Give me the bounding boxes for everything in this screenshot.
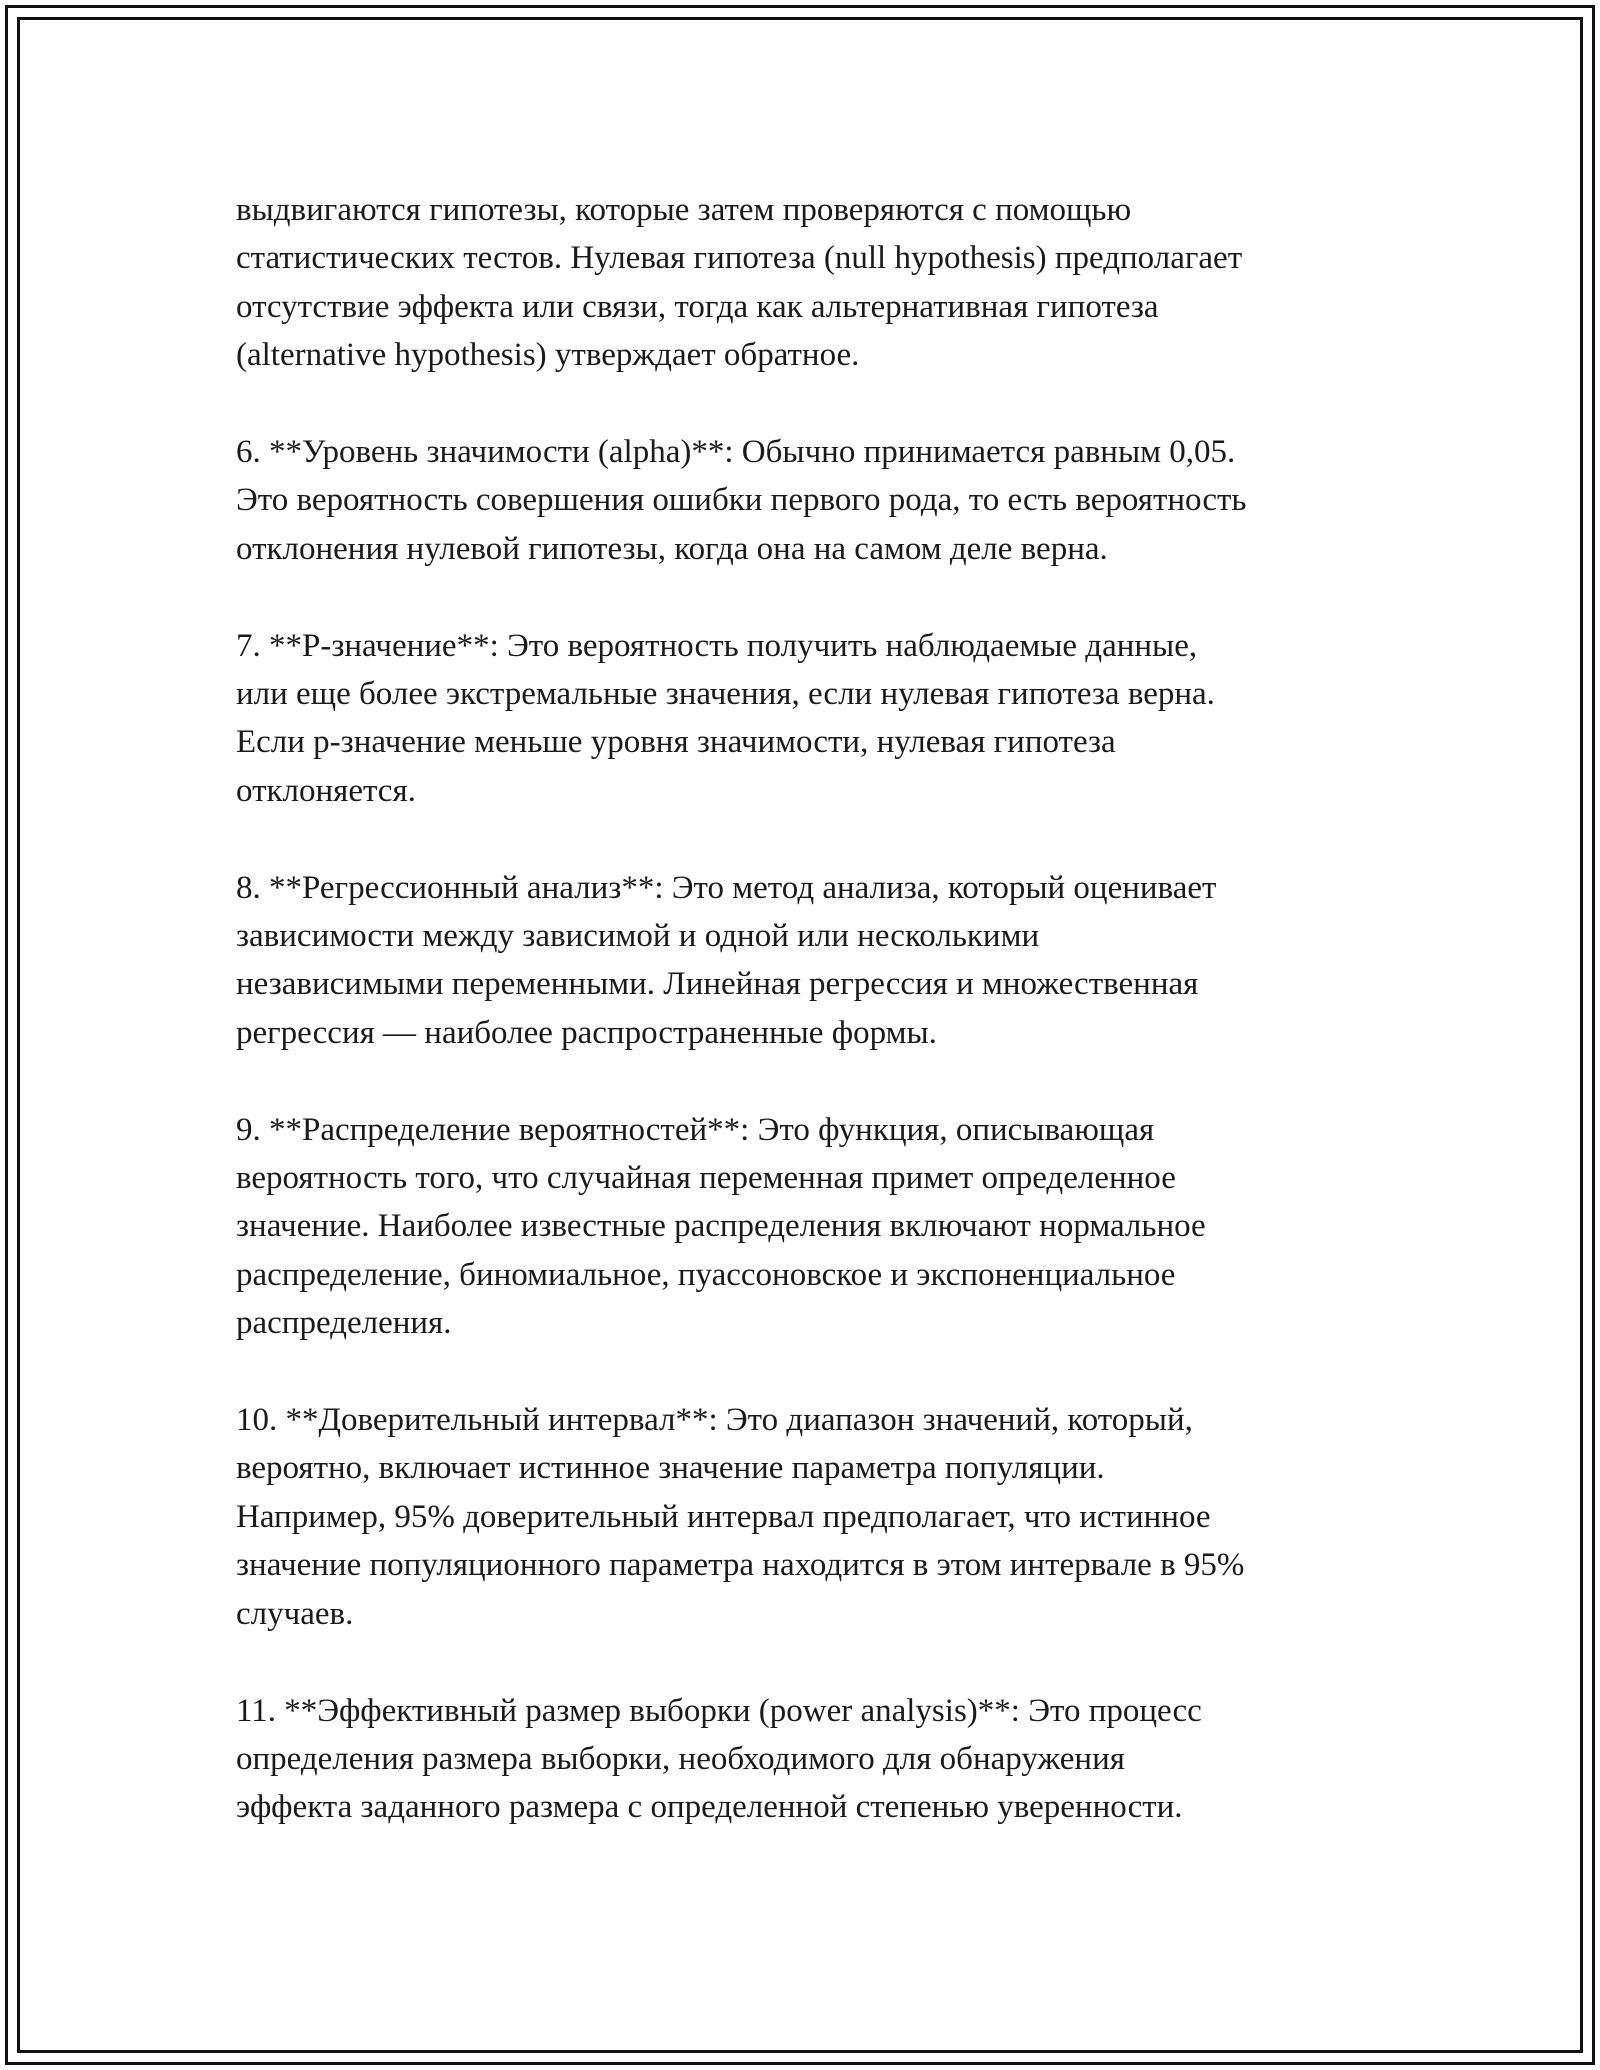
text-line: отклоняется. [236, 772, 416, 809]
text-line: регрессия — наиболее распространенные формы. [236, 1014, 937, 1051]
text-line: статистических тестов. Нулевая гипотеза (null hypothesis) предполагает [236, 240, 1243, 277]
paragraph-item-10-confidence-interval [236, 1396, 1396, 1638]
text-line: Например, 95% доверительный интервал предполагает, что истинное [236, 1498, 1211, 1535]
paragraph-hypothesis-intro [236, 186, 1396, 380]
text-line: отсутствие эффекта или связи, тогда как альтернативная гипотеза [236, 288, 1159, 325]
text-line: вероятность того, что случайная переменная примет определенное [236, 1160, 1176, 1197]
text-line: значение популяционного параметра находится в этом интервале в 95% [236, 1547, 1245, 1584]
text-line: независимыми переменными. Линейная регрессия и множественная [236, 966, 1199, 1003]
text-line: 10. **Доверительный интервал**: Это диапазон значений, который, [236, 1402, 1193, 1439]
paragraph-item-8-regression-analysis [236, 864, 1396, 1058]
text-line: Если p-значение меньше уровня значимости, нулевая гипотеза [236, 724, 1116, 761]
text-line: вероятно, включает истинное значение параметра популяции. [236, 1450, 1105, 1487]
text-line: Это вероятность совершения ошибки первого рода, то есть вероятность [236, 482, 1247, 519]
paragraph-item-9-probability-distribution [236, 1106, 1396, 1348]
document-body [236, 186, 1396, 1880]
text-line: распределение, биномиальное, пуассоновское и экспоненциальное [236, 1256, 1176, 1293]
text-line: случаев. [236, 1595, 354, 1632]
text-line: 9. **Распределение вероятностей**: Это функция, описывающая [236, 1111, 1155, 1148]
text-line: распределения. [236, 1305, 452, 1342]
text-line: 8. **Регрессионный анализ**: Это метод анализа, который оценивает [236, 869, 1217, 906]
text-line: отклонения нулевой гипотезы, когда она на самом деле верна. [236, 530, 1108, 567]
text-line: 11. **Эффективный размер выборки (power analysis)**: Это процесс [236, 1692, 1202, 1729]
text-line: 7. **P-значение**: Это вероятность получить наблюдаемые данные, [236, 627, 1198, 664]
text-line: (alternative hypothesis) утверждает обратное. [236, 337, 860, 374]
paragraph-item-11-power-analysis [236, 1687, 1396, 1832]
text-line: 6. **Уровень значимости (alpha)**: Обычно принимается равным 0,05. [236, 434, 1236, 471]
text-line: значение. Наиболее известные распределения включают нормальное [236, 1208, 1206, 1245]
text-line: выдвигаются гипотезы, которые затем проверяются с помощью [236, 192, 1132, 228]
text-line: определения размера выборки, необходимого для обнаружения [236, 1740, 1125, 1777]
text-line: эффекта заданного размера с определенной степенью уверенности. [236, 1789, 1183, 1826]
paragraph-item-7-p-value [236, 622, 1396, 816]
paragraph-item-6-significance-level [236, 428, 1396, 573]
text-line: зависимости между зависимой и одной или несколькими [236, 918, 1040, 955]
text-line: или еще более экстремальные значения, если нулевая гипотеза верна. [236, 676, 1215, 713]
